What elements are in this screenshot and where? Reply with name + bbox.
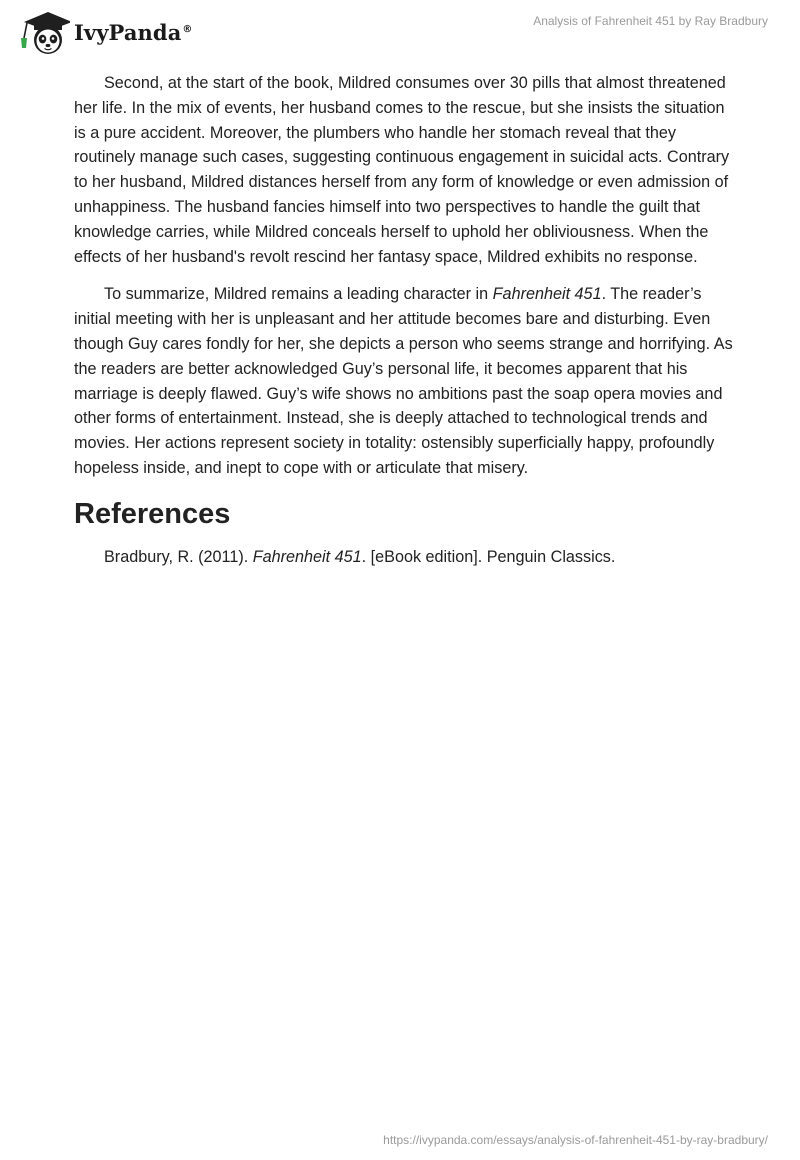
reference-entry (74, 545, 734, 570)
essay-content (74, 71, 734, 570)
panda-graduation-cap-icon (14, 8, 70, 56)
reference-author-year: Bradbury, R. (2011). (104, 547, 253, 566)
ivypanda-logo[interactable] (14, 8, 193, 56)
references-heading: References (74, 497, 231, 530)
registered-mark: ® (182, 23, 193, 35)
body-paragraph-1: Second, at the start of the book, Mildred consumes over 30 pills that almost threatened her life. In the mix of events, her husband comes to the rescue, but she insists the situation is a pure accident. Moreover, the plumbers who handle her stomach reveal that they routinely manage such cases, suggesting continuous engagement in suicidal acts. Contrary to her husband, Mildred distances herself from any form of knowledge or even admission of unhappiness. The husband fancies himself into two perspectives to handle the guilt that knowledge carries, while Mildred conceals herself to uphold her obliviousness. When the effects of her husband's revolt rescind her fantasy space, Mildred exhibits no response. (74, 74, 730, 266)
logo-text: IvyPanda® (74, 19, 193, 45)
page-header (0, 0, 800, 64)
book-title-italic: Fahrenheit 451 (492, 285, 602, 304)
reference-publisher: . [eBook edition]. Penguin Classics. (361, 547, 616, 566)
footer-source-url[interactable]: https://ivypanda.com/essays/analysis-of-fahrenheit-451-by-ray-bradbury/ (383, 1133, 768, 1147)
body-paragraph-2 (74, 282, 734, 480)
document-title: Analysis of Fahrenheit 451 by Ray Bradbury (533, 14, 768, 28)
reference-title-italic: Fahrenheit 451 (252, 547, 362, 566)
paragraph-2-text-end: . The reader’s initial meeting with her is unpleasant and her attitude becomes bare and disturbing. Even though Guy cares fondly for her, she depicts a person who seems strange and horrifying. As the readers are better acknowledged Guy’s personal life, it becomes apparent that his marriage is deeply flawed. Guy’s wife shows no ambitions past the soap opera movies and other forms of entertainment. Instead, she is deeply attached to technological trends and movies. Her actions represent society in totality: ostensibly superficially happy, profoundly hopeless inside, and inept to cope with or articulate that misery. (74, 285, 733, 477)
paragraph-2-text-start: To summarize, Mildred remains a leading character in (104, 285, 493, 304)
